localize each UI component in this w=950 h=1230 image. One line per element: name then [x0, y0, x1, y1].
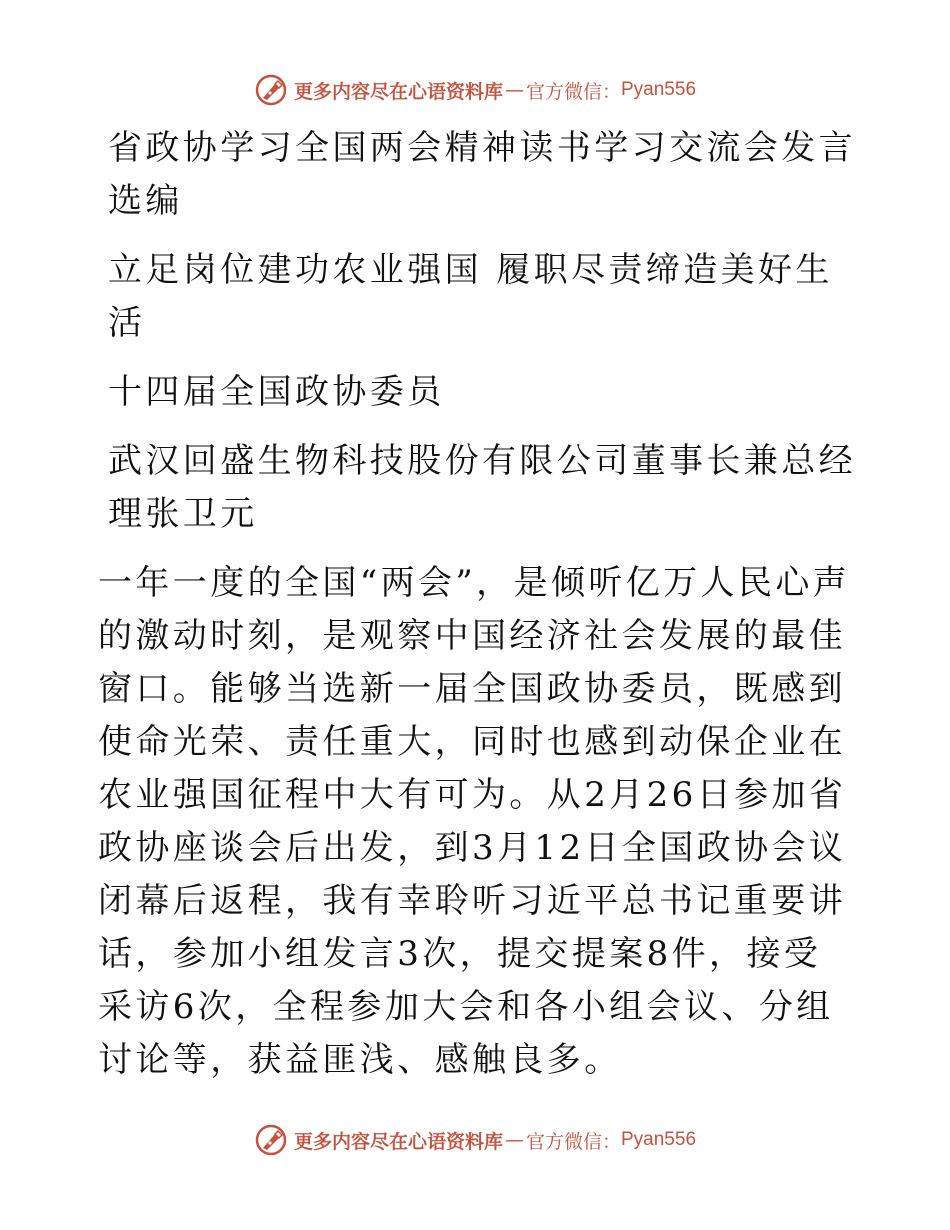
- document-body: [98, 122, 858, 1087]
- pen-nib-logo-icon: [254, 73, 288, 107]
- document-subtitle: 立足岗位建功农业强国 履职尽责缔造美好生活: [108, 250, 833, 343]
- document-title: 省政协学习全国两会精神读书学习交流会发言选编: [108, 128, 856, 221]
- footer-banner: [0, 1120, 950, 1160]
- banner-brand-text: 更多内容尽在心语资料库: [293, 80, 503, 103]
- banner-wechat-label: 官方微信：: [525, 80, 621, 103]
- banner-dash: —: [504, 1129, 524, 1151]
- author-role: 十四届全国政协委员: [108, 372, 445, 412]
- banner-wechat-label: 官方微信：: [525, 1130, 621, 1153]
- banner-wechat-account: Pyan556: [621, 79, 697, 100]
- body-paragraph: 一年一度的全国“两会”，是倾听亿万人民心声的激动时刻，是观察中国经济社会发展的最佳窗口。能够当选新一届全国政协委员，既感到使命光荣、责任重大，同时也感到动保企业在农业强国征程中大有可为。从2月26日参加省政协座谈会后出发，到3月12日全国政协会议闭幕后返程，我有幸聆听习近平总书记重要讲话，参加小组发言3次，提交提案8件，接受采访6次，全程参加大会和各小组会议、分组讨论等，获益匪浅、感触良多。: [98, 563, 851, 1080]
- banner-brand-text: 更多内容尽在心语资料库: [293, 1130, 503, 1153]
- header-banner: [0, 70, 950, 110]
- banner-dash: —: [504, 79, 524, 101]
- author-name: 武汉回盛生物科技股份有限公司董事长兼总经理张卫元: [108, 441, 856, 534]
- pen-nib-logo-icon: [254, 1123, 288, 1157]
- banner-wechat-account: Pyan556: [621, 1129, 697, 1150]
